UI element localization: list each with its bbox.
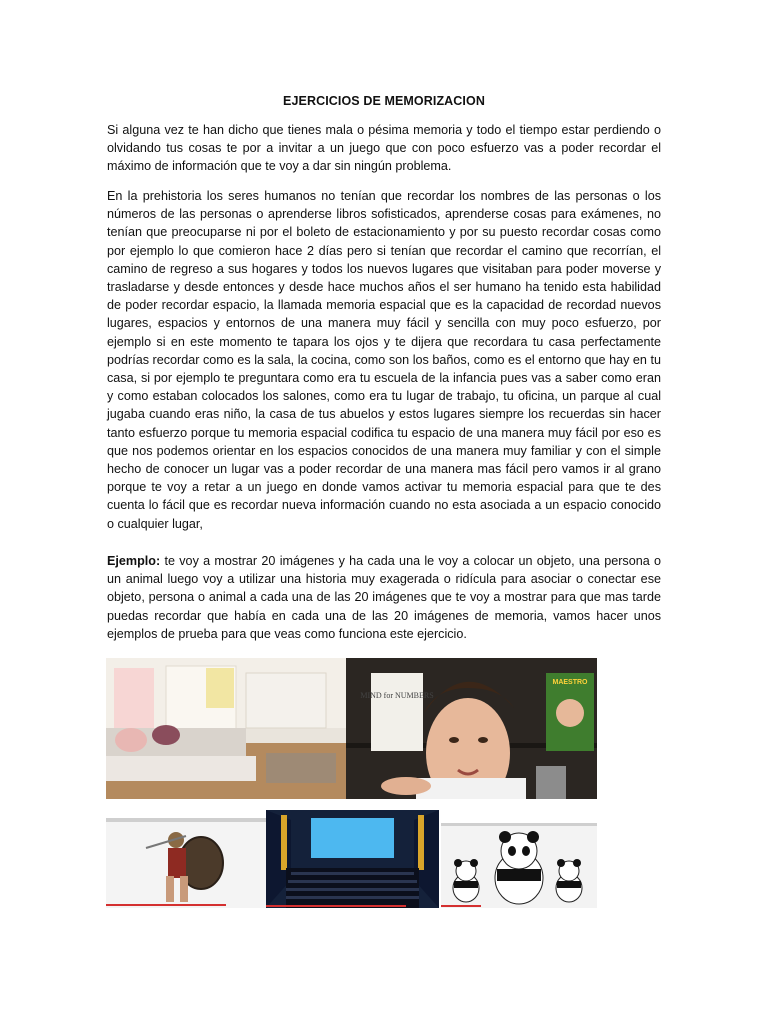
document-title: EJERCICIOS DE MEMORIZACION xyxy=(283,94,485,108)
cinema-illustration xyxy=(266,810,439,908)
video-frame-illustration xyxy=(106,658,597,799)
example-lead-label: Ejemplo: xyxy=(107,554,161,568)
book-maestro-label: MAESTRO xyxy=(552,679,588,686)
spartan-thumbnail-image xyxy=(106,818,266,908)
pandas-illustration xyxy=(441,823,597,908)
video-frame-image xyxy=(106,658,597,799)
paragraph-intro: Si alguna vez te han dicho que tienes mala o pésima memoria y todo el tiempo estar perdiendo o olvidando tus cosas te por a invitar a un juego que con poco esfuerzo vas a poder recordar el máximo de información que te voy a dar sin ningún problema. xyxy=(107,123,661,174)
book-mind-for-numbers-label: MIND for NUMBERS xyxy=(360,691,434,700)
pandas-thumbnail-image xyxy=(441,823,597,908)
paragraph-prehistory: En la prehistoria los seres humanos no tenían que recordar los nombres de las personas o los números de las personas o aprenderse libros sofisticados, aprenderse cosas para exámenes, no tenían que preocuparse ni por el boleto de estacionamiento y por su puesto recordar cosas como por ejemplo lo que comieron hace 2 días pero si tenían que recordar el camino que recorrían, el camino de regreso a sus hogares y todos los nuevos lugares que visitaban para poder moverse y trasladarse y desde entonces y desde hace muchos años el ser humano ha tenido esta habilidad de poder recordar espacio, la llamada memoria espacial que es la capacidad de recordad nuevos lugares, espacios y entornos de una manera muy fácil y sencilla con muy poco esfuerzo, por ejemplo si en este momento te tapara los ojos y te dijera que recordara tu casa perfectamente podrías recordar como es la sala, la cocina, como son los baños, como es el entorno que hay en tu casa, si por ejemplo te preguntara como era tu escuela de la infancia pues vas a saber como eran y como estaban colocados los salones, como era tu lugar de trabajo, tu oficina, un parque al cual jugaba cuando eras niño, la casa de tus abuelos y estos lugares siempre los recuerdas sin hacer tanto esfuerzo porque tu memoria espacial codifica tu espacio de una manera muy fácil por eso es que nos podemos orientar en los espacios conocidos de una manera muy familiar y con el simple hecho de conocer un lugar vas a poder recordar de una manera mas fácil pero vamos ir al grano porque te voy a retar a un juego en donde vamos activar tu memoria espacial para que te des cuenta lo fácil que es recordar nueva información cuando no esta asociada a un espacio conocido o cualquier lugar, xyxy=(107,189,661,531)
spartan-illustration xyxy=(106,818,266,908)
cinema-thumbnail-image xyxy=(266,810,439,908)
example-text: te voy a mostrar 20 imágenes y ha cada una le voy a colocar un objeto, una persona o un animal luego voy a utilizar una historia muy exagerada o ridícula para asociar o conectar ese objeto, persona o animal a cada una de las 20 imágenes que te voy a mostrar para que mas tarde puedas recordar que había en cada una de las 20 imágenes de memoria, vamos hacer unos ejemplos de prueba para que veas como funciona este ejercicio. xyxy=(107,554,661,641)
paragraph-example xyxy=(107,552,661,643)
